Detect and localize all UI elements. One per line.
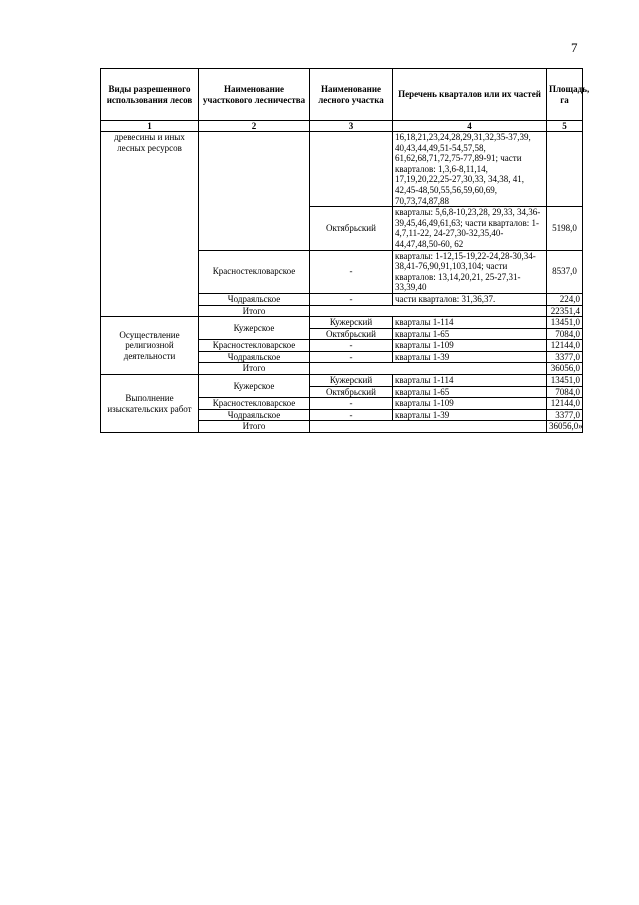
area-cell: 3377,0 bbox=[547, 351, 583, 363]
area-cell: 13451,0 bbox=[547, 317, 583, 329]
quarters-cell: кварталы: 5,6,8-10,23,28, 29,33, 34,36-39,45,46,49,61,63; части кварталов: 1-4,7,11-22, 24-27,30-32,35,40-44,47,48,50-60, 62 bbox=[393, 207, 547, 250]
area-cell: 5198,0 bbox=[547, 207, 583, 250]
forest-plot-cell: - bbox=[310, 398, 393, 410]
area-cell: 7084,0 bbox=[547, 328, 583, 340]
district-cell: Чодраяльское bbox=[199, 293, 310, 305]
district-cell bbox=[199, 132, 310, 251]
forest-plot-cell: Октябрьский bbox=[310, 207, 393, 250]
forest-plot-cell: Октябрьский bbox=[310, 386, 393, 398]
column-number: 3 bbox=[310, 121, 393, 132]
quarters-cell: кварталы 1-109 bbox=[393, 398, 547, 410]
total-empty-cell bbox=[310, 363, 547, 375]
total-label: Итого bbox=[199, 421, 310, 433]
area-cell: 13451,0 bbox=[547, 375, 583, 387]
quarters-cell: кварталы 1-109 bbox=[393, 340, 547, 352]
total-label: Итого bbox=[199, 305, 310, 317]
forest-plot-cell: - bbox=[310, 250, 393, 293]
total-label: Итого bbox=[199, 363, 310, 375]
quarters-cell: кварталы 1-114 bbox=[393, 317, 547, 329]
area-cell: 3377,0 bbox=[547, 409, 583, 421]
district-cell: Красностекловарское bbox=[199, 250, 310, 293]
total-area: 22351,4 bbox=[547, 305, 583, 317]
district-cell: Кужерское bbox=[199, 375, 310, 398]
area-cell: 12144,0 bbox=[547, 340, 583, 352]
forest-use-table bbox=[100, 68, 590, 433]
table-row bbox=[101, 132, 583, 207]
table-row bbox=[101, 375, 583, 387]
header-forest-plot: Наименование лесного участка bbox=[310, 69, 393, 121]
column-number: 1 bbox=[101, 121, 199, 132]
use-type-cell: древесины и иных лесных ресурсов bbox=[101, 132, 199, 317]
quarters-cell: 16,18,21,23,24,28,29,31,32,35-37,39, 40,43,44,49,51-54,57,58, 61,62,68,71,72,75-77,89-91; части кварталов: 1,3,6-8,11,14, 17,19,20,22,25-27,30,33, 34,38, 41, 42,45-48,50,55,56,59,60,69, 70,73,74,87,88 bbox=[393, 132, 547, 207]
use-type-cell: Осуществление религиозной деятельности bbox=[101, 317, 199, 375]
quarters-cell: кварталы: 1-12,15-19,22-24,28-30,34-38,41-76,90,91,103,104; части кварталов: 13,14,20,21, 25-27,31-33,39,40 bbox=[393, 250, 547, 293]
forest-plot-cell: - bbox=[310, 351, 393, 363]
quarters-cell: кварталы 1-39 bbox=[393, 409, 547, 421]
header-district: Наименование участкового лесничества bbox=[199, 69, 310, 121]
header-quarters: Перечень кварталов или их частей bbox=[393, 69, 547, 121]
total-area: 36056,0» bbox=[547, 421, 583, 433]
area-cell: 7084,0 bbox=[547, 386, 583, 398]
table-header-row bbox=[101, 69, 583, 121]
district-cell: Чодраяльское bbox=[199, 409, 310, 421]
area-cell bbox=[547, 132, 583, 207]
quarters-cell: кварталы 1-114 bbox=[393, 375, 547, 387]
total-empty-cell bbox=[310, 305, 547, 317]
column-number: 4 bbox=[393, 121, 547, 132]
area-cell: 8537,0 bbox=[547, 250, 583, 293]
column-number-row bbox=[101, 121, 583, 132]
quarters-cell: части кварталов: 31,36,37. bbox=[393, 293, 547, 305]
forest-plot-cell bbox=[310, 132, 393, 207]
quarters-cell: кварталы 1-65 bbox=[393, 328, 547, 340]
table-row bbox=[101, 317, 583, 329]
forest-plot-cell: Октябрьский bbox=[310, 328, 393, 340]
quarters-cell: кварталы 1-65 bbox=[393, 386, 547, 398]
column-number: 5 bbox=[547, 121, 583, 132]
district-cell: Кужерское bbox=[199, 317, 310, 340]
total-empty-cell bbox=[310, 421, 547, 433]
header-area: Площадь, га bbox=[547, 69, 583, 121]
forest-plot-cell: - bbox=[310, 340, 393, 352]
forest-plot-cell: - bbox=[310, 293, 393, 305]
page-number: 7 bbox=[571, 40, 578, 55]
column-number: 2 bbox=[199, 121, 310, 132]
area-cell: 12144,0 bbox=[547, 398, 583, 410]
area-cell: 224,0 bbox=[547, 293, 583, 305]
use-type-cell: Выполнение изыскательских работ bbox=[101, 375, 199, 433]
forest-plot-cell: Кужерский bbox=[310, 317, 393, 329]
quarters-cell: кварталы 1-39 bbox=[393, 351, 547, 363]
forest-plot-cell: - bbox=[310, 409, 393, 421]
district-cell: Красностекловарское bbox=[199, 340, 310, 352]
forest-plot-cell: Кужерский bbox=[310, 375, 393, 387]
district-cell: Красностекловарское bbox=[199, 398, 310, 410]
header-use-type: Виды разрешенного использования лесов bbox=[101, 69, 199, 121]
total-area: 36056,0 bbox=[547, 363, 583, 375]
district-cell: Чодраяльское bbox=[199, 351, 310, 363]
